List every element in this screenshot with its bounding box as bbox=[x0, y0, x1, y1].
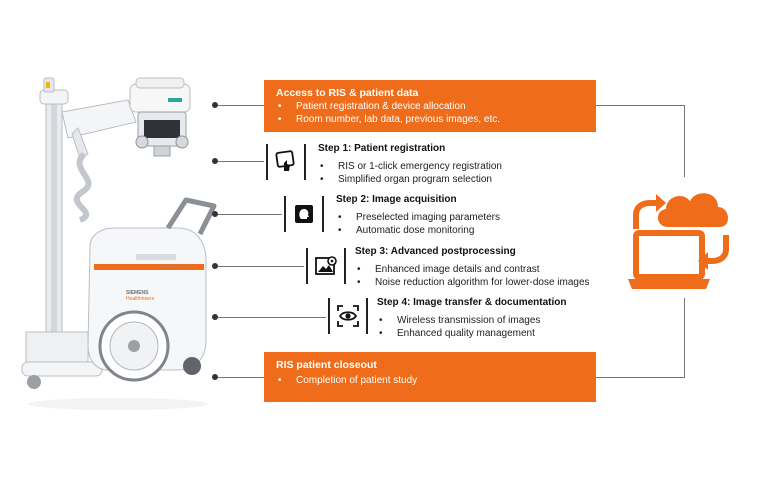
connector-line-closeout bbox=[218, 377, 264, 378]
ris-access-box bbox=[264, 80, 596, 132]
cloud-sync-graphic bbox=[626, 175, 746, 300]
mobile-xray-device-illustration bbox=[18, 70, 233, 415]
ris-access-title: Access to RIS & patient data bbox=[276, 87, 419, 99]
step-2-icon-frame bbox=[284, 196, 324, 232]
step-1-icon-frame bbox=[266, 144, 306, 180]
touch-tablet-icon bbox=[274, 150, 298, 174]
ris-access-list bbox=[276, 100, 584, 126]
head-xray-icon bbox=[293, 203, 315, 225]
connector-line-ris-access bbox=[218, 105, 264, 106]
connector-line-step-1 bbox=[218, 161, 264, 162]
step-2 bbox=[336, 193, 500, 237]
step-2-title: Step 2: Image acquisition bbox=[336, 194, 457, 205]
laptop-icon bbox=[628, 233, 710, 289]
connector-line-step-4 bbox=[218, 317, 326, 318]
step-3-title: Step 3: Advanced postprocessing bbox=[355, 246, 516, 257]
step-3-icon-frame bbox=[306, 248, 346, 284]
step-4-title: Step 4: Image transfer & documentation bbox=[377, 297, 567, 308]
step-4-bullet: • Enhanced quality management bbox=[377, 327, 566, 340]
step-4-icon-frame bbox=[328, 298, 368, 334]
connector-line-step-2 bbox=[218, 214, 282, 215]
closeout-title: RIS patient closeout bbox=[276, 359, 377, 371]
step-1-title: Step 1: Patient registration bbox=[318, 143, 446, 154]
loop-line-top bbox=[596, 105, 685, 106]
ris-access-bullet: • Room number, lab data, previous images, etc. bbox=[276, 113, 584, 126]
ris-access-bullet: • Patient registration & device allocation bbox=[276, 100, 584, 113]
device-brand-label bbox=[126, 290, 154, 302]
device-brand-line1: SIEMENS bbox=[126, 290, 149, 296]
step-4 bbox=[377, 296, 566, 340]
connector-line-step-3 bbox=[218, 266, 304, 267]
cloud-icon bbox=[658, 193, 728, 227]
step-1-bullet: • Simplified organ program selection bbox=[318, 173, 502, 186]
image-settings-icon bbox=[314, 255, 338, 277]
device-model-label: MOBILETT Mira bbox=[160, 264, 189, 269]
step-1 bbox=[318, 142, 502, 186]
device-brand-line2: Healthineers bbox=[126, 296, 155, 302]
step-3-bullet: • Noise reduction algorithm for lower-dose images bbox=[355, 276, 590, 289]
step-2-bullet: • Automatic dose monitoring bbox=[336, 224, 500, 237]
closeout-list bbox=[276, 374, 584, 387]
step-2-bullet: • Preselected imaging parameters bbox=[336, 211, 500, 224]
loop-line-bottom bbox=[596, 377, 685, 378]
closeout-bullet: • Completion of patient study bbox=[276, 374, 584, 387]
eye-scan-icon bbox=[336, 304, 360, 328]
step-3-bullet: • Enhanced image details and contrast bbox=[355, 263, 590, 276]
closeout-box bbox=[264, 352, 596, 402]
step-1-bullet: • RIS or 1-click emergency registration bbox=[318, 160, 502, 173]
step-3 bbox=[355, 245, 590, 289]
loop-line-right-bottom bbox=[684, 298, 685, 378]
step-4-bullet: • Wireless transmission of images bbox=[377, 314, 566, 327]
loop-line-right-top bbox=[684, 105, 685, 177]
